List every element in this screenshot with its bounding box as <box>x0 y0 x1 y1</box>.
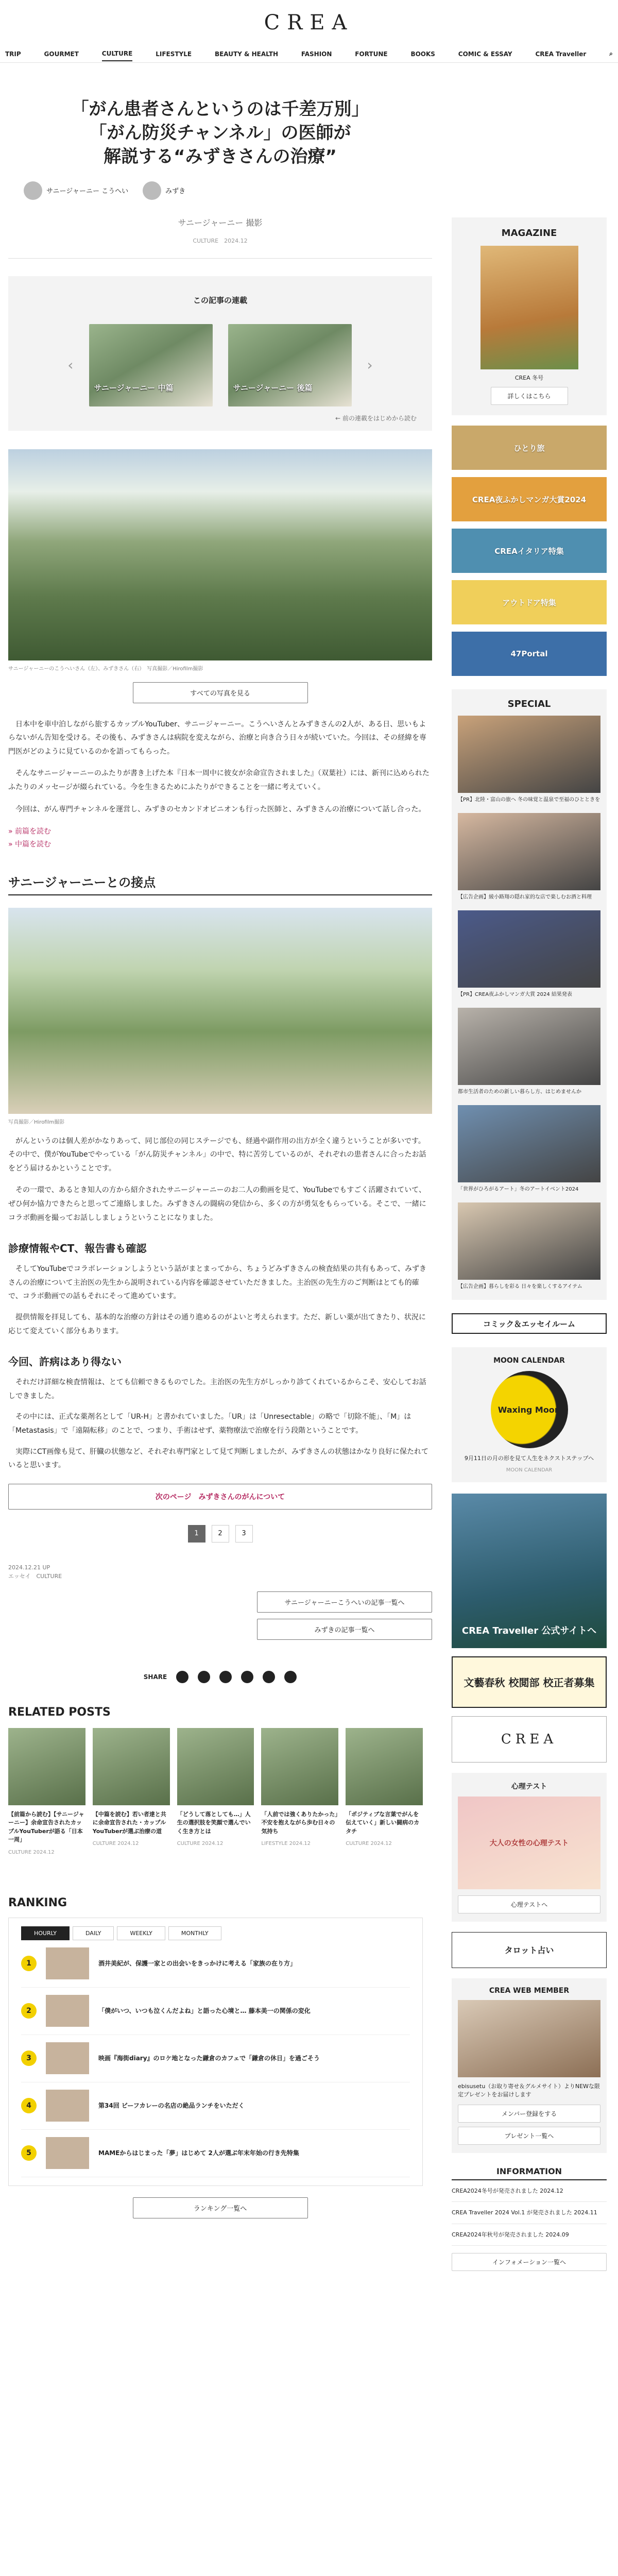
global-nav <box>0 45 618 63</box>
magazine-issue: CREA 冬号 <box>514 375 544 381</box>
info-item[interactable]: CREA2024冬号が発売されました 2024.12 <box>452 2180 607 2202</box>
member-image[interactable] <box>458 2000 600 2077</box>
ranking-row[interactable] <box>21 2035 410 2082</box>
ranking-heading: RANKING <box>8 1896 67 1909</box>
series-card-label: サニージャーニー 後篇 <box>233 383 313 393</box>
related-title: 【中篇を読む】若い者達と共に余命宣告された・カップルYouTuberが選ぶ治療の道 <box>92 1810 166 1835</box>
related-title: 「人前では強くありたかった」不安を抱えながら歩む日々の気持ち <box>261 1810 338 1835</box>
ranking-box <box>8 1918 423 2186</box>
nav-item[interactable]: CULTURE <box>102 47 133 61</box>
body-paragraph: その中には、正式な薬剤名として「UR-H」と書かれていました。「UR」は「Unresectable」の略で「切除不能」、「M」は「Metastasis」で「遠隔転移」のことで、つまり、手術はせず、薬物療法で治療を行う段階ということです。 <box>8 1413 411 1435</box>
related-thumb <box>346 1728 423 1805</box>
moon-icon <box>491 1371 568 1448</box>
ranking-tab[interactable]: DAILY <box>73 1926 114 1940</box>
series-card[interactable] <box>228 324 352 406</box>
special-thumb <box>458 1202 600 1280</box>
author[interactable] <box>143 181 185 200</box>
series-card[interactable] <box>89 324 213 406</box>
copy-link-icon[interactable] <box>263 1671 275 1683</box>
site-header <box>0 0 618 45</box>
moon-box <box>452 1347 607 1482</box>
ranking-thumb <box>46 2042 89 2074</box>
mail-icon[interactable] <box>219 1671 232 1683</box>
intro-paragraph: 日本中を車中泊しながら旅するカップルYouTuber、サニージャーニー。こうへいさんとみずきさんの2人が、ある日、思いもよらないがん告知を受ける。その後も、みずきさんは病院を変えながら、治療と向き合う日々が続いていた。今回は、その経緯を専門医がどのように見ているのかを語ってもらった。 <box>8 720 426 756</box>
special-title: 都市生活者のための新しい暮らし方、はじめませんか <box>458 1089 581 1095</box>
related-item[interactable] <box>8 1728 85 1855</box>
ranking-tabs <box>21 1926 410 1940</box>
section-heading: サニージャーニーとの接点 <box>8 872 432 895</box>
bunshun-banner[interactable]: 文藝春秋 校閲部 校正者募集 <box>452 1656 607 1708</box>
member-register-button[interactable]: メンバー登録をする <box>458 2105 600 2123</box>
related-date: LIFESTYLE 2024.12 <box>261 1841 311 1847</box>
rank-number: 1 <box>21 1956 37 1971</box>
body-paragraph: 提供情報を拝見しても、基本的な治療の方針はその通り進めるのがよいと考えられます。ただ、新しい薬が出てきたり、状況に応じて変えていく部分もあります。 <box>8 1313 426 1335</box>
special-title: 【広告企画】綾小路翔の隠れ家的な店で楽しむお酒と料理 <box>458 894 592 900</box>
side-banner[interactable]: 47Portal <box>452 632 607 676</box>
special-title: 【PR】CREA夜ふかしマンガ大賞 2024 結果発表 <box>458 992 572 997</box>
intro-paragraph: 今回は、がん専門チャンネルを運営し、みずきのセカンドオピニオンも行った医師と、みずきさんの治療について話し合った。 <box>8 805 426 814</box>
ranking-title: 酒井美紀が、保護一家との出会いをきっかけに考える「家族の在り方」 <box>98 1960 297 1968</box>
member-box <box>452 1978 607 2153</box>
article-meta: 2024.12.21 UP エッセイ CULTURE <box>8 1564 62 1580</box>
special-heading: SPECIAL <box>507 699 551 709</box>
intro-paragraph: そんなサニージャーニーのふたりが書き上げた本『日本一周中に彼女が余命宣告されました』（双葉社）には、新刊に込められたふたりのメッセージが綴られている。今を生きるためにふたりができることを一緒に考えていく。 <box>8 769 430 792</box>
side-banner[interactable]: ひとり旅 <box>452 426 607 470</box>
moon-text: 9月11日の月の形を見て人生をネクストステップへ <box>464 1455 594 1462</box>
side-banner[interactable]: CREAイタリア特集 <box>452 529 607 573</box>
special-title: 【PR】北陸・富山の旅へ 冬の味覚と温泉で至福のひとときを <box>458 797 600 803</box>
ranking-title: MAMEからはじまった「夢」はじめて 2人が選ぶ年末年始の行き先特集 <box>98 2149 299 2157</box>
body-paragraph: 実際にCT画像も見て、肝臓の状態など、それぞれ専門家として見て判断しましたが、みずきさんの状態はかなり良好に保たれていると思います。 <box>8 1447 429 1470</box>
special-item[interactable] <box>458 910 600 998</box>
special-list <box>458 716 600 1291</box>
special-item[interactable] <box>458 1008 600 1096</box>
related-thumb <box>8 1728 85 1805</box>
author-articles-button[interactable]: サニージャーニーこうへいの記事一覧へ <box>257 1591 432 1613</box>
magazine-cover[interactable] <box>480 246 578 369</box>
x-icon[interactable] <box>198 1671 210 1683</box>
ranking-title: 「僕がいつ、いつも泣くんだよね」と語った心境と… 藤本美一の関係の変化 <box>98 2007 311 2015</box>
sidebar <box>440 63 618 2271</box>
info-item[interactable]: CREA2024年秋号が発売されました 2024.09 <box>452 2224 607 2246</box>
chevron-left-icon[interactable]: ‹ <box>67 357 74 374</box>
body-paragraph: その一環で、あるとき知人の方から紹介されたサニージャーニーのお二人の動画を見て、YouTubeでもすごく活躍されていて、ぜひ何か協力できたらと思ってご連絡しました。みずきさんの闘病の発信から、多くの方が勇気をもらっている。そこで、一緒にコラボ動画を撮ってお話ししましょうということになりました。 <box>8 1186 426 1222</box>
author-name: みずき <box>165 188 186 196</box>
ranking-tab[interactable]: MONTHLY <box>168 1926 221 1940</box>
quiz-box <box>452 1773 607 1922</box>
related-heading: RELATED POSTS <box>8 1705 111 1719</box>
prev-series-link[interactable]: ← 前の連載をはじめから読む <box>335 414 417 422</box>
related-thumb <box>177 1728 254 1805</box>
tarot-banner[interactable]: タロット占い <box>452 1932 607 1968</box>
ranking-tab[interactable]: WEEKLY <box>117 1926 165 1940</box>
crea-banner[interactable]: CREA <box>452 1716 607 1762</box>
comic-banner[interactable]: コミック＆エッセイルーム <box>452 1313 607 1334</box>
special-thumb <box>458 1105 600 1182</box>
info-more-button[interactable]: インフォメーション一覧へ <box>452 2253 607 2271</box>
ranking-thumb <box>46 2090 89 2122</box>
related-title: 「どうして落としても…」人生の選択肢を笑顔で選んでいく生き方とは <box>177 1810 251 1835</box>
quiz-heading: 心理テスト <box>511 1782 547 1791</box>
nav-item[interactable]: CREA Traveller <box>535 50 587 58</box>
article-photo[interactable] <box>8 908 432 1125</box>
special-item[interactable] <box>458 716 600 804</box>
related-item[interactable] <box>261 1728 338 1855</box>
ranking-row[interactable] <box>21 2130 410 2177</box>
special-item[interactable] <box>458 1105 600 1193</box>
page-body <box>0 63 618 2271</box>
related-thumb <box>261 1728 338 1805</box>
moon-phase: Waxing Moon <box>497 1404 561 1415</box>
moon-heading: MOON CALENDAR <box>493 1357 565 1365</box>
side-banner[interactable]: アウトドア特集 <box>452 580 607 624</box>
main-column <box>0 63 440 2271</box>
magazine-button[interactable]: 詳しくはこちら <box>491 387 568 405</box>
nav-item[interactable]: LIFESTYLE <box>156 50 192 58</box>
ranking-thumb <box>46 1947 89 1979</box>
magazine-box <box>452 217 607 415</box>
rank-number: 4 <box>21 2098 37 2113</box>
moon-more-link[interactable]: MOON CALENDAR <box>506 1467 553 1473</box>
magazine-heading: MAGAZINE <box>501 228 557 239</box>
member-heading: CREA WEB MEMBER <box>489 1986 570 1995</box>
info-item[interactable]: CREA Traveller 2024 Vol.1 が発売されました 2024.11 <box>452 2202 607 2224</box>
hero-caption: サニージャーニーのこうへいさん（左）、みずきさん（右） 写真撮影／Hirofilm撮影 <box>8 666 203 672</box>
quiz-button[interactable]: 心理テストへ <box>458 1895 600 1913</box>
mid-article-link[interactable]: » 中篇を読む <box>8 840 52 849</box>
related-item[interactable] <box>93 1728 170 1855</box>
nav-item[interactable]: FASHION <box>301 50 332 58</box>
ranking-more-button[interactable]: ランキング一覧へ <box>133 2197 308 2218</box>
photographer: サニージャーニー 撮影 <box>178 217 263 228</box>
share-label: SHARE <box>143 1673 167 1681</box>
prev-article-link[interactable]: » 前篇を読む <box>8 827 52 836</box>
pinterest-icon[interactable] <box>241 1671 253 1683</box>
chevron-right-icon[interactable]: › <box>367 357 373 374</box>
page-link[interactable]: 2 <box>212 1525 229 1543</box>
hero-photo[interactable] <box>8 449 432 672</box>
info-list <box>452 2180 607 2246</box>
rank-number: 5 <box>21 2145 37 2161</box>
author-articles-button[interactable]: みずきの記事一覧へ <box>257 1619 432 1640</box>
special-thumb <box>458 1008 600 1085</box>
nav-item[interactable]: ⌕ <box>609 50 613 57</box>
body-paragraph: そしてYouTubeでコラボレーションしようという話がまとまってから、ちょうどみずきさんの検査結果の共有もあって、みずきさんの治療について主治医の先生から説明されている内容を確認させていただきました。主治医の先生方のご判断はとても的確で、コラボ動画での話もそれにそって進めています。 <box>8 1265 426 1301</box>
body-paragraph: それだけ詳細な検査情報は、とても信頼できるものでした。主治医の先生方がしっかり診てくれているからこそ、安心してお話しできました。 <box>8 1378 426 1400</box>
share-bar <box>8 1671 432 1683</box>
ranking-tab[interactable]: HOURLY <box>21 1926 70 1940</box>
nav-item[interactable]: TRIP <box>5 50 21 58</box>
page-link[interactable]: 1 <box>188 1525 205 1543</box>
special-title: 「世界がひろがるアート」冬のアートイベント2024 <box>458 1187 579 1192</box>
article-links <box>8 825 432 851</box>
body-paragraph: がんというのは個人差がかなりあって、同じ部位の同じステージでも、経過や副作用の出方が全く違うということが多いです。その中で、僕がYouTubeでやっている「がん防災チャンネル」の中で、特に苦労しているのが、それぞれの患者さんに合ったお話をどう届けるかということです。 <box>8 1137 426 1173</box>
page-link[interactable]: 3 <box>235 1525 253 1543</box>
line-icon[interactable] <box>284 1671 297 1683</box>
series-carousel <box>24 324 417 406</box>
subsection-heading: 今回、許病はあり得ない <box>8 1355 122 1368</box>
site-logo[interactable]: CREA <box>264 11 354 35</box>
next-page-button[interactable]: 次のページ みずきさんのがんについて <box>8 1484 432 1510</box>
related-date: CULTURE 2024.12 <box>92 1841 139 1847</box>
related-list <box>8 1728 423 1855</box>
ranking-row[interactable] <box>21 1988 410 2035</box>
ranking-title: 映画『海街diary』のロケ地となった鎌倉のカフェで「鎌倉の休日」を過ごそう <box>98 2055 320 2062</box>
ranking-thumb <box>46 1995 89 2027</box>
nav-item[interactable]: FORTUNE <box>355 50 388 58</box>
divider <box>8 258 432 259</box>
author[interactable] <box>24 181 128 200</box>
all-photos-button[interactable]: すべての写真を見る <box>133 682 308 703</box>
related-date: CULTURE 2024.12 <box>177 1841 224 1847</box>
traveller-banner[interactable]: CREA Traveller 公式サイトへ <box>452 1494 607 1648</box>
nav-item[interactable]: BEAUTY & HEALTH <box>214 50 279 58</box>
subsection-heading: 診療情報やCT、報告書も確認 <box>8 1242 147 1255</box>
special-thumb <box>458 813 600 890</box>
nav-item[interactable]: GOURMET <box>44 50 79 58</box>
avatar <box>24 181 42 200</box>
nav-item[interactable]: COMIC & ESSAY <box>458 50 512 58</box>
related-title: 【前篇から読む】【サニージャーニー】余命宣告されたカップルYouTuberが語る「日本一周」 <box>8 1810 84 1843</box>
member-text: ebisusetu（お取り寄せ＆グルメサイト）よりNEWな限定プレゼントをお届けします <box>458 2082 600 2098</box>
info-heading: INFORMATION <box>452 2166 607 2180</box>
present-list-button[interactable]: プレゼント一覧へ <box>458 2127 600 2145</box>
special-thumb <box>458 910 600 988</box>
ranking-title: 第34回 ビーフカレーの名店の絶品ランチをいただく <box>98 2102 245 2110</box>
ranking-row[interactable] <box>21 1940 410 1988</box>
special-item[interactable] <box>458 1202 600 1291</box>
nav-item[interactable]: BOOKS <box>410 50 435 58</box>
article-title: 「がん患者さんというのは千差万別」 「がん防災チャンネル」の医師が 解説する“みずきさんの治療” <box>71 99 369 167</box>
quiz-image[interactable]: 大人の女性の心理テスト <box>458 1797 600 1889</box>
related-item[interactable] <box>177 1728 254 1855</box>
article-date: CULTURE 2024.12 <box>193 237 248 244</box>
series-heading: この記事の連載 <box>193 295 247 305</box>
pagination <box>8 1525 432 1543</box>
ranking-row[interactable] <box>21 2082 410 2130</box>
related-item[interactable] <box>346 1728 423 1855</box>
info-box <box>452 2166 607 2272</box>
author-name: サニージャーニー こうへい <box>46 188 129 196</box>
special-thumb <box>458 716 600 793</box>
related-date: CULTURE 2024.12 <box>346 1841 392 1847</box>
author-list <box>8 181 432 200</box>
special-box <box>452 689 607 1300</box>
photo-caption: 写真撮影／Hirofilm撮影 <box>8 1119 65 1125</box>
related-date: CULTURE 2024.12 <box>8 1849 55 1855</box>
rank-number: 2 <box>21 2003 37 2019</box>
avatar <box>143 181 161 200</box>
banner-list <box>452 426 607 676</box>
related-thumb <box>93 1728 170 1805</box>
author-links <box>8 1591 432 1640</box>
ranking-thumb <box>46 2137 89 2169</box>
ranking-list <box>21 1940 410 2177</box>
related-title: 「ポジティブな言葉でがんを伝えていく」新しい闘病のカタチ <box>346 1810 420 1835</box>
series-box <box>8 276 432 431</box>
special-item[interactable] <box>458 813 600 901</box>
facebook-icon[interactable] <box>176 1671 188 1683</box>
special-title: 【広告企画】暮らしを彩る 日々を楽しくするアイテム <box>458 1284 582 1290</box>
rank-number: 3 <box>21 2050 37 2066</box>
series-card-label: サニージャーニー 中篇 <box>94 383 174 393</box>
side-banner[interactable]: CREA夜ふかしマンガ大賞2024 <box>452 477 607 521</box>
